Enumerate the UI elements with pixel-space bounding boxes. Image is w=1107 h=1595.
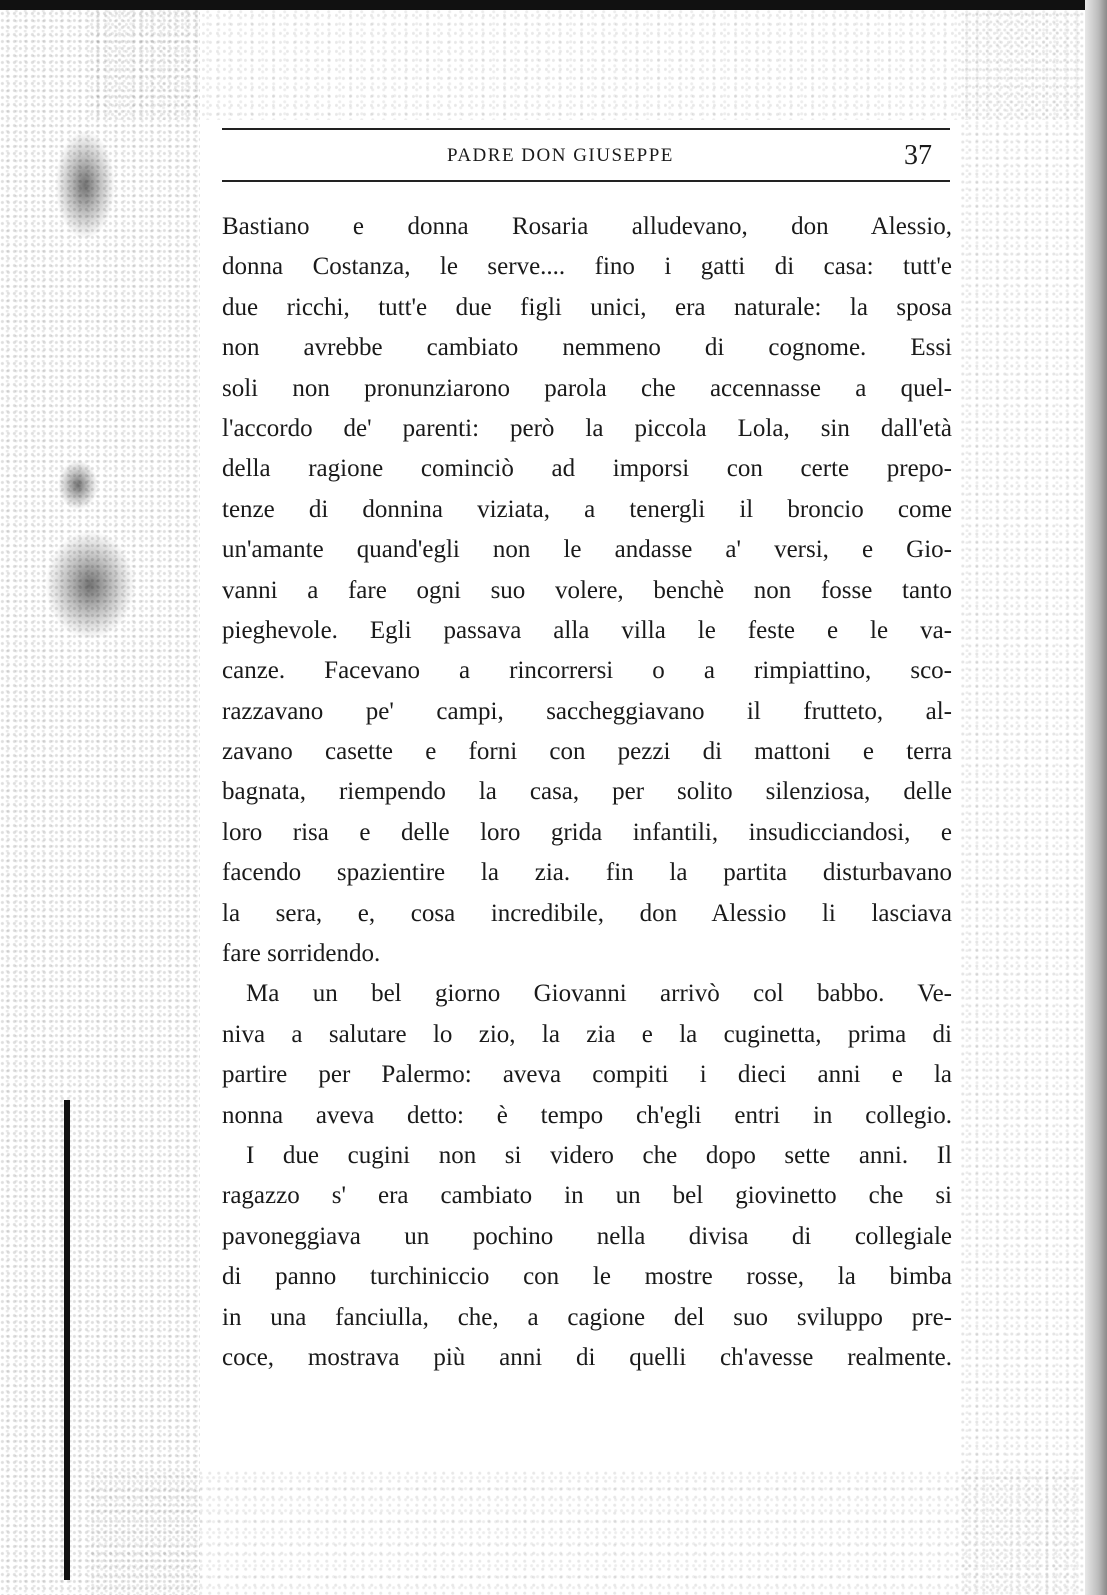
page-header <box>222 128 950 186</box>
text-line: ragazzo s' era cambiato in un bel giovinetto che si <box>222 1182 952 1210</box>
scan-noise-right <box>960 10 1085 1595</box>
text-line: la sera, e, cosa incredibile, don Alessio li lasciava <box>222 899 952 927</box>
text-line: l'accordo de' parenti: però la piccola Lola, sin dall'età <box>222 414 952 442</box>
paragraph <box>222 1136 952 1378</box>
scan-noise-bottom <box>90 1470 1080 1595</box>
text-line: tenze di donnina viziata, a tenergli il broncio come <box>222 495 952 523</box>
book-spine-edge <box>64 1100 70 1580</box>
text-line: canze. Facevano a rincorrersi o a rimpiattino, sco- <box>222 657 952 685</box>
text-line: Bastiano e donna Rosaria alludevano, don Alessio, <box>222 213 952 240</box>
text-line: pavoneggiava un pochino nella divisa di collegiale <box>222 1222 952 1250</box>
page-number: 37 <box>904 140 932 171</box>
text-line: partire per Palermo: aveva compiti i dieci anni e la <box>222 1061 952 1089</box>
text-line: un'amante quand'egli non le andasse a' versi, e Gio- <box>222 536 952 564</box>
text-line: fare sorridendo. <box>222 940 381 968</box>
scan-noise-left <box>0 10 200 1595</box>
text-line: I due cugini non si videro che dopo sette anni. Il <box>246 1141 952 1169</box>
scan-border-top <box>0 0 1107 10</box>
scan-smudge <box>58 460 98 510</box>
body-text <box>222 207 952 1378</box>
text-line: vanni a fare ogni suo volere, benchè non fosse tanto <box>222 576 952 604</box>
paragraph <box>222 207 952 974</box>
header-rule-top <box>222 128 950 130</box>
text-line: loro risa e delle loro grida infantili, insudicciandosi, e <box>222 818 952 846</box>
text-line: della ragione cominciò ad imporsi con certe prepo- <box>222 455 952 483</box>
text-line: in una fanciulla, che, a cagione del suo sviluppo pre- <box>222 1303 952 1331</box>
running-title: PADRE DON GIUSEPPE <box>447 145 674 166</box>
header-rule-bottom <box>222 180 950 182</box>
text-line: facendo spazientire la zia. fin la partita disturbavano <box>222 859 952 887</box>
text-line: pieghevole. Egli passava alla villa le feste e le va- <box>222 616 952 644</box>
text-line: di panno turchiniccio con le mostre rosse, la bimba <box>222 1263 952 1291</box>
paragraph <box>222 974 952 1136</box>
text-line: razzavano pe' campi, saccheggiavano il frutteto, al- <box>222 697 952 725</box>
scan-border-right <box>1085 0 1107 1595</box>
scan-noise-top <box>90 10 1080 120</box>
text-line: non avrebbe cambiato nemmeno di cognome. Essi <box>222 334 952 362</box>
scan-smudge <box>55 130 115 240</box>
scan-smudge <box>45 530 135 640</box>
text-line: nonna aveva detto: è tempo ch'egli entri in collegio. <box>222 1101 952 1129</box>
text-line: soli non pronunziarono parola che accennasse a quel- <box>222 374 952 402</box>
text-line: bagnata, riempendo la casa, per solito silenziosa, delle <box>222 778 952 806</box>
text-line: coce, mostrava più anni di quelli ch'avesse realmente. <box>222 1343 952 1371</box>
text-line: due ricchi, tutt'e due figli unici, era naturale: la sposa <box>222 293 952 321</box>
text-line: donna Costanza, le serve.... fino i gatti di casa: tutt'e <box>222 253 952 281</box>
text-line: zavano casette e forni con pezzi di mattoni e terra <box>222 738 952 766</box>
text-line: niva a salutare lo zio, la zia e la cuginetta, prima di <box>222 1020 952 1048</box>
text-line: Ma un bel giorno Giovanni arrivò col babbo. Ve- <box>246 980 952 1008</box>
